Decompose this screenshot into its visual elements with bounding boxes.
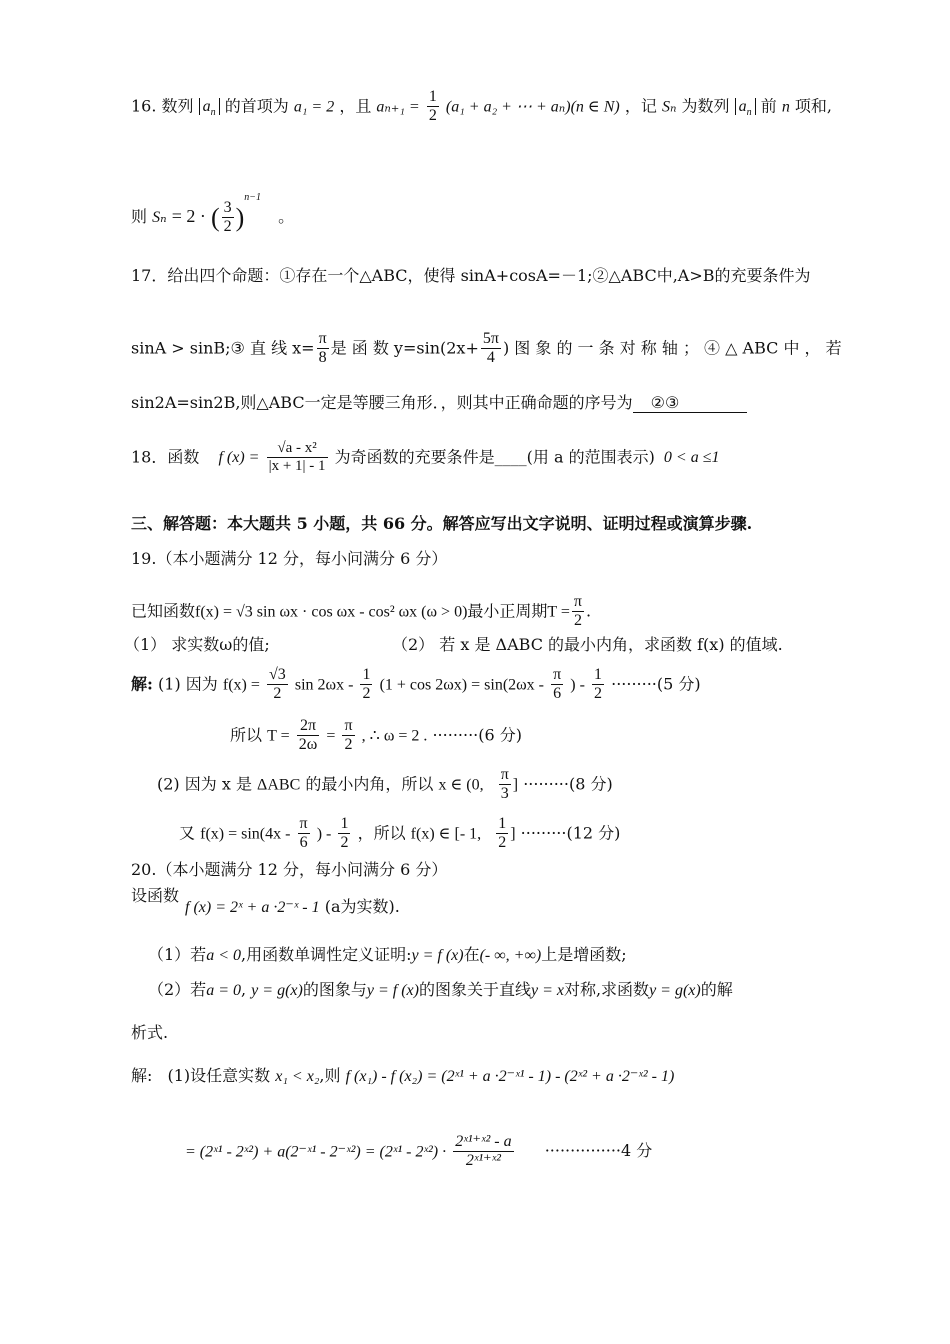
seq-symbol: $a_n$: [199, 98, 220, 115]
q19-solution-4: 又 f(x) = sin(4x - $\frac{\pi}{6}$ ) - $\frac{1}{2}$ ，所以 f(x) ∈ [- 1, $\frac{1}{2}$ ] ·········(12 分): [179, 815, 621, 852]
q19-solution-3: (2) 因为 x 是 ΔABC 的最小内角，所以 x ∈ (0, $\frac{\pi}{3}$ ] ·········(8 分): [157, 766, 613, 803]
q19-part-1: （1） 求实数ω的值;: [124, 635, 270, 654]
q19-solution-1: 解: (1) 因为 f(x) = $\frac{√3}{2}$ sin 2ωx - $\frac{1}{2}$ (1 + cos 2ωx) = sin(2ωx - $\frac{\pi}{6}$ ) - $\frac{1}{2}$ ·········(5 分): [131, 666, 701, 703]
q16-line-1: 16. 数列 $a_n$ 的首项为 a₁ = 2 ，且 aₙ₊₁ = $\frac{1}{2}$ (a₁ + a₂ + ⋯ + aₙ)(n ∈ N) ，记 Sₙ 为数列 $a_n$ 前 n 项和,: [131, 88, 833, 125]
q19-heading: 19.（本小题满分 12 分，每小问满分 6 分）: [131, 549, 448, 568]
q20-solution-1: 解: (1)设任意实数 x₁ < x₂,则 f (x₁) - f (x₂) = (2ˣ¹ + a ·2⁻ˣ¹ - 1) - (2ˣ² + a ·2⁻ˣ² - 1): [131, 1066, 675, 1085]
q19-part-2: （2） 若 x 是 ΔABC 的最小内角，求函数 f(x) 的值域.: [392, 635, 783, 654]
q17-line-1: 17．给出四个命题：①存在一个△ABC，使得 sinA+cosA=－1;②△ABC中,A>B的充要条件为: [131, 266, 811, 285]
q19-given: 已知函数f(x) = √3 sin ωx · cos ωx - cos² ωx (ω > 0)最小正周期T = $\frac{\pi}{2}$ .: [131, 593, 592, 630]
q18-fraction: $\frac{\text{√a - x²}}{|x + 1| - 1}$: [268, 440, 326, 475]
q16-number: 16.: [131, 96, 157, 116]
q20-heading: 20.（本小题满分 12 分，每小问满分 6 分）: [131, 860, 448, 879]
section-3-heading: 三、解答题：本大题共 5 小题，共 66 分。解答应写出文字说明、证明过程或演算步骤.: [131, 514, 753, 533]
q17-answer-blank: ②③: [633, 393, 748, 413]
q20-part-1: （1）若a < 0,用函数单调性定义证明:y = f (x)在(- ∞, +∞)上是增函数;: [148, 945, 627, 964]
q16-answer: 则 Sₙ = 2 · ( $\frac{3}{2}$ )$^{n-1}$ 。: [131, 192, 295, 235]
q20-definition: 设函数: [131, 886, 180, 905]
q20-solution-2: = (2ˣ¹ - 2ˣ²) + a(2⁻ˣ¹ - 2⁻ˣ²) = (2ˣ¹ - 2ˣ²) · $\frac{\text{2ˣ¹⁺ˣ² - a}}{\text{2ˣ¹⁺ˣ²}}$ ···············4 分: [185, 1133, 653, 1170]
q17-line-2: sinA > sinB;③ 直 线 x= $\frac{\pi}{8}$ 是 函 数 y=sin(2x+ $\frac{5\pi}{4}$ ) 图 象 的 一 条 对 称 轴 ； ④ △ ABC 中 ， 若: [131, 330, 842, 367]
fraction-half: $\frac{1}{2}$: [428, 88, 437, 125]
q20-function: f (x) = 2ˣ + a ·2⁻ˣ - 1 (a为实数).: [185, 897, 400, 916]
q20-part-2: （2）若a = 0, y = g(x)的图象与y = f (x)的图象关于直线y = x对称,求函数y = g(x)的解: [148, 980, 733, 999]
q18-line: 18．函数 f (x) = $\frac{\text{√a - x²}}{|x + 1| - 1}$ 为奇函数的充要条件是____(用 a 的范围表示) 0 < a ≤1: [131, 440, 720, 475]
q17-line-3: sin2A=sin2B,则△ABC一定是等腰三角形．，则其中正确命题的序号为 ②③: [131, 393, 747, 413]
q19-solution-2: 所以 T = $\frac{2\pi}{2\omega}$ = $\frac{\pi}{2}$ , ∴ ω = 2 . ·········(6 分): [230, 717, 522, 754]
q20-part-2-cont: 析式.: [131, 1023, 169, 1042]
